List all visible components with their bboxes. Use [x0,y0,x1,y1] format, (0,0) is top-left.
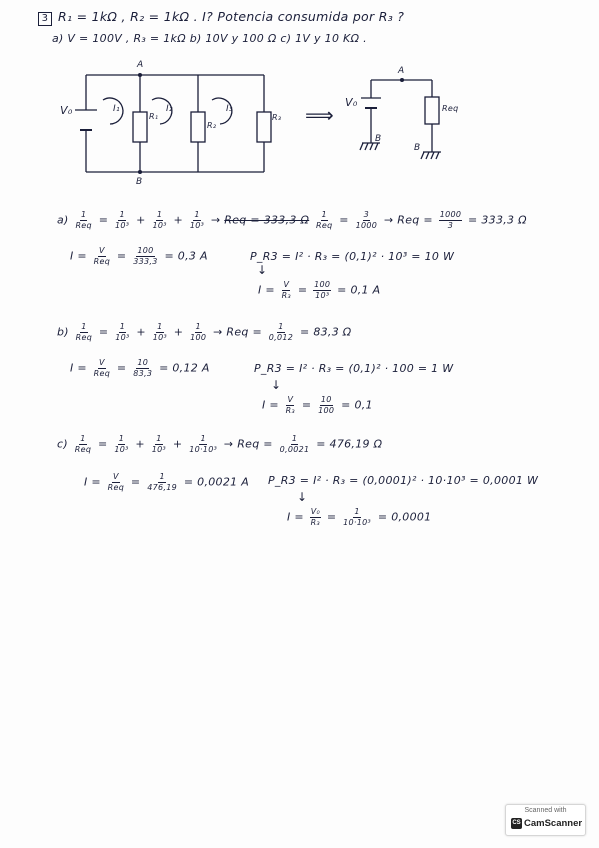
part-b-resistance-line: b) $\frac{1}{\text{Req}}$ = $\frac{1}{\text{10³}}$ + $\frac{1}{\text{10³}}$ + $\frac{1}{100}$ → Req = $\frac{1}{0,012}$ = 83,3 Ω [57,322,352,342]
equiv-ground-right-label: B [414,143,421,153]
node-b-label: B [136,177,143,187]
r2-label: R₂ [207,121,217,130]
part-b-power-line: P_R3 = I² · R₃ = (0,1)² · 100 = 1 W [254,362,454,375]
current-i3-label: I₃ [226,104,233,114]
part-c-current-line: I = $\frac{V}{\text{Req}}$ = $\frac{1}{476,19}$ = 0,0021 A [84,472,250,492]
struck-out-value: Req = 333,3 Ω [224,213,310,227]
part-c-label: c) [57,437,68,451]
problem-statement: R₁ = 1kΩ , R₂ = 1kΩ . I? Potencia consumida por R₃ ? [58,9,405,24]
part-c-req-result: = 476,19 Ω [316,437,383,451]
equivalence-arrow: ⟹ [305,103,334,127]
stamp-brand-text: CamScanner [524,818,583,829]
r1-label: R₁ [149,112,159,121]
part-a-label: a) [57,213,69,227]
part-c-resistance-line: c) $\frac{1}{\text{Req}}$ = $\frac{1}{\text{10³}}$ + $\frac{1}{\text{10³}}$ + $\frac{1}{\text{10·10³}}$ → Req = $\frac{1}{0,0021}$ = 476,19 Ω [57,434,383,454]
part-a-current-line: I = $\frac{V}{\text{Req}}$ = $\frac{100}{333,3}$ = 0,3 A [70,246,208,266]
camscanner-watermark [505,804,586,836]
part-c-power-line: P_R3 = I² · R₃ = (0,0001)² · 10·10³ = 0,0001 W [268,474,539,487]
camscanner-logo-icon: CS [511,818,522,829]
cases-line: a) V = 100V , R₃ = 1kΩ b) 10V y 100 Ω c) 1V y 10 KΩ . [52,32,367,45]
node-a-label: A [137,60,144,70]
part-b-label: b) [57,325,69,339]
part-c-current-result: = 0,0021 A [183,475,250,489]
equiv-node-a-label: A [398,66,405,76]
equiv-ground-left-label: B [375,134,382,144]
equiv-source-label: V₀ [345,96,358,109]
r3-label: R₃ [272,113,282,122]
part-c-down-arrow: ↓ [297,490,308,504]
req-label: Req [442,104,459,113]
source-label: V₀ [60,104,73,117]
part-b-down-arrow: ↓ [271,378,282,392]
stamp-top-text: Scanned with [524,807,567,814]
part-a-resistance-line: a) $\frac{1}{\text{Req}}$ = $\frac{1}{\text{10³}}$ + $\frac{1}{\text{10³}}$ + $\frac{1}{\text{10³}}$ → Req = 333,3 Ω $\frac{1}{\text{Req}}$ = $\frac{3}{1000}$ → Req = $\frac{1000}{3}$ = 333,3 Ω [57,210,527,230]
problem-number: 3 [38,12,52,26]
part-a-current-result: = 0,3 A [164,249,208,263]
part-a-power-line: P_R3 = I² · R₃ = (0,1)² · 10³ = 10 W [250,250,455,263]
part-b-i-line: I = $\frac{V}{\text{R₃}}$ = $\frac{10}{100}$ = 0,1 [262,395,373,415]
current-i1-label: I₁ [113,104,120,114]
part-a-req-result: = 333,3 Ω [468,213,527,227]
part-c-i-line: I = $\frac{\text{V₀}}{\text{R₃}}$ = $\frac{1}{\text{10·10³}}$ = 0,0001 [287,507,432,527]
part-a-i-line: I = $\frac{V}{\text{R₃}}$ = $\frac{100}{\text{10³}}$ = 0,1 A [258,280,381,300]
part-b-req-result: = 83,3 Ω [300,325,352,339]
current-i2-label: I₂ [166,104,173,114]
part-a-down-arrow: ↓ [257,263,268,277]
part-b-current-result: = 0,12 A [159,361,210,375]
part-b-current-line: I = $\frac{V}{\text{Req}}$ = $\frac{10}{83,3}$ = 0,12 A [70,358,210,378]
